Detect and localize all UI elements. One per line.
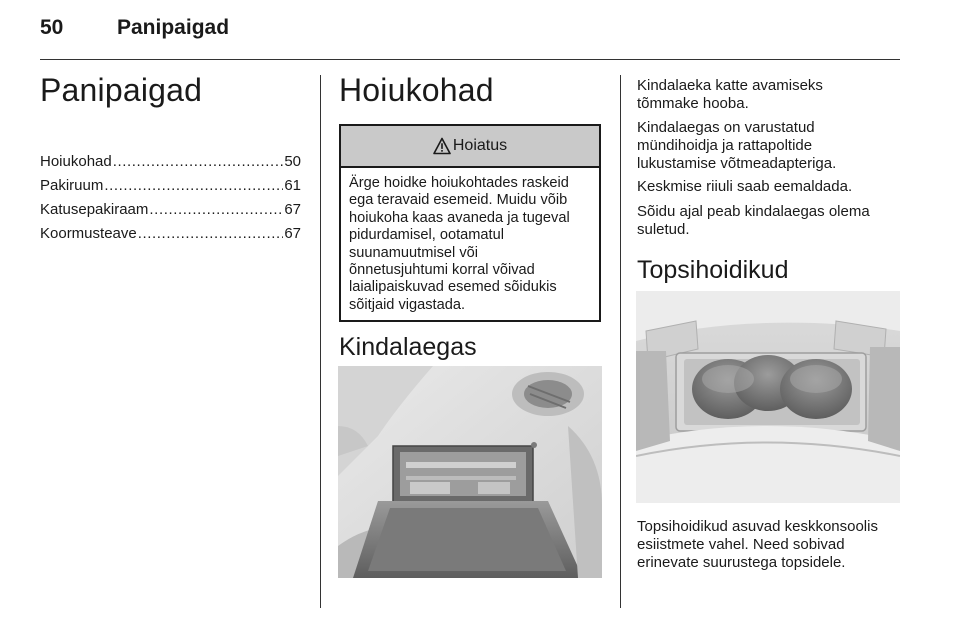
warning-line: pidurdamisel, ootamatul [349, 227, 504, 244]
toc-entry[interactable] [40, 198, 301, 222]
table-of-contents [40, 150, 301, 246]
toc-entry[interactable] [40, 150, 301, 174]
cupholder-caption [637, 518, 907, 572]
warning-text [341, 168, 599, 314]
glovebox-image [338, 366, 602, 578]
toc-label: Katusepakiraam [40, 201, 149, 218]
paragraph-line: Sõidu ajal peab kindalaegas olema [637, 203, 870, 220]
page-number: 50 [40, 16, 64, 39]
paragraph-line: lukustamise võtmeadapteriga. [637, 155, 837, 172]
cupholder-image [636, 291, 900, 503]
paragraph-line: Kindalaegas on varustatud [637, 119, 815, 136]
running-header: Panipaigad [117, 16, 230, 39]
paragraph-opening [637, 77, 907, 113]
paragraph-driving [637, 203, 907, 239]
caption-line: Topsihoidikud asuvad keskkonsoolis [637, 518, 878, 535]
toc-page: 67 [284, 201, 301, 218]
paragraph-line: tõmmake hooba. [637, 95, 749, 112]
toc-entry[interactable] [40, 222, 301, 246]
paragraph-line: suletud. [637, 221, 690, 238]
column-divider-right [620, 75, 621, 608]
column-divider-left [320, 75, 321, 608]
toc-leader [149, 198, 283, 222]
chapter-title: Panipaigad [40, 72, 203, 108]
paragraph-line: Keskmise riiuli saab eemaldada. [637, 178, 853, 195]
warning-line: õnnetusjuhtumi korral võivad [349, 262, 535, 279]
warning-box [339, 124, 601, 322]
toc-page: 61 [284, 177, 301, 194]
warning-title: Hoiatus [452, 137, 508, 154]
warning-triangle-icon [433, 137, 451, 155]
header-rule [40, 59, 900, 60]
section-title-glovebox: Kindalaegas [339, 333, 477, 361]
caption-line: esiistmete vahel. Need sobivad [637, 536, 845, 553]
section-title-storage: Hoiukohad [339, 72, 494, 108]
toc-label: Pakiruum [40, 177, 104, 194]
warning-header [341, 126, 599, 168]
paragraph-line: mündihoidja ja rattapoltide [637, 137, 813, 154]
paragraph-line: Kindalaeka katte avamiseks [637, 77, 823, 94]
toc-page: 50 [284, 153, 301, 170]
warning-line: ega teravaid esemeid. Muidu võib [349, 192, 568, 209]
toc-leader [138, 222, 284, 246]
toc-page: 67 [284, 225, 301, 242]
paragraph-equipment [637, 119, 907, 173]
toc-leader [104, 174, 283, 198]
warning-line: laialipaiskuvad esemed sõidukis [349, 279, 557, 296]
section-title-cupholders: Topsihoidikud [637, 256, 789, 284]
warning-line: hoiukoha kaas avaneda ja tugeval [349, 209, 570, 226]
caption-line: erinevate suurustega topsidele. [637, 554, 846, 571]
warning-line: suunamuutmisel või [349, 244, 478, 261]
toc-leader [113, 150, 284, 174]
warning-line: Ärge hoidke hoiukohtades raskeid [349, 175, 569, 191]
toc-label: Koormusteave [40, 225, 137, 242]
paragraph-shelf [637, 178, 907, 196]
toc-entry[interactable] [40, 174, 301, 198]
warning-line: sõitjaid vigastada. [349, 296, 466, 313]
toc-label: Hoiukohad [40, 153, 112, 170]
